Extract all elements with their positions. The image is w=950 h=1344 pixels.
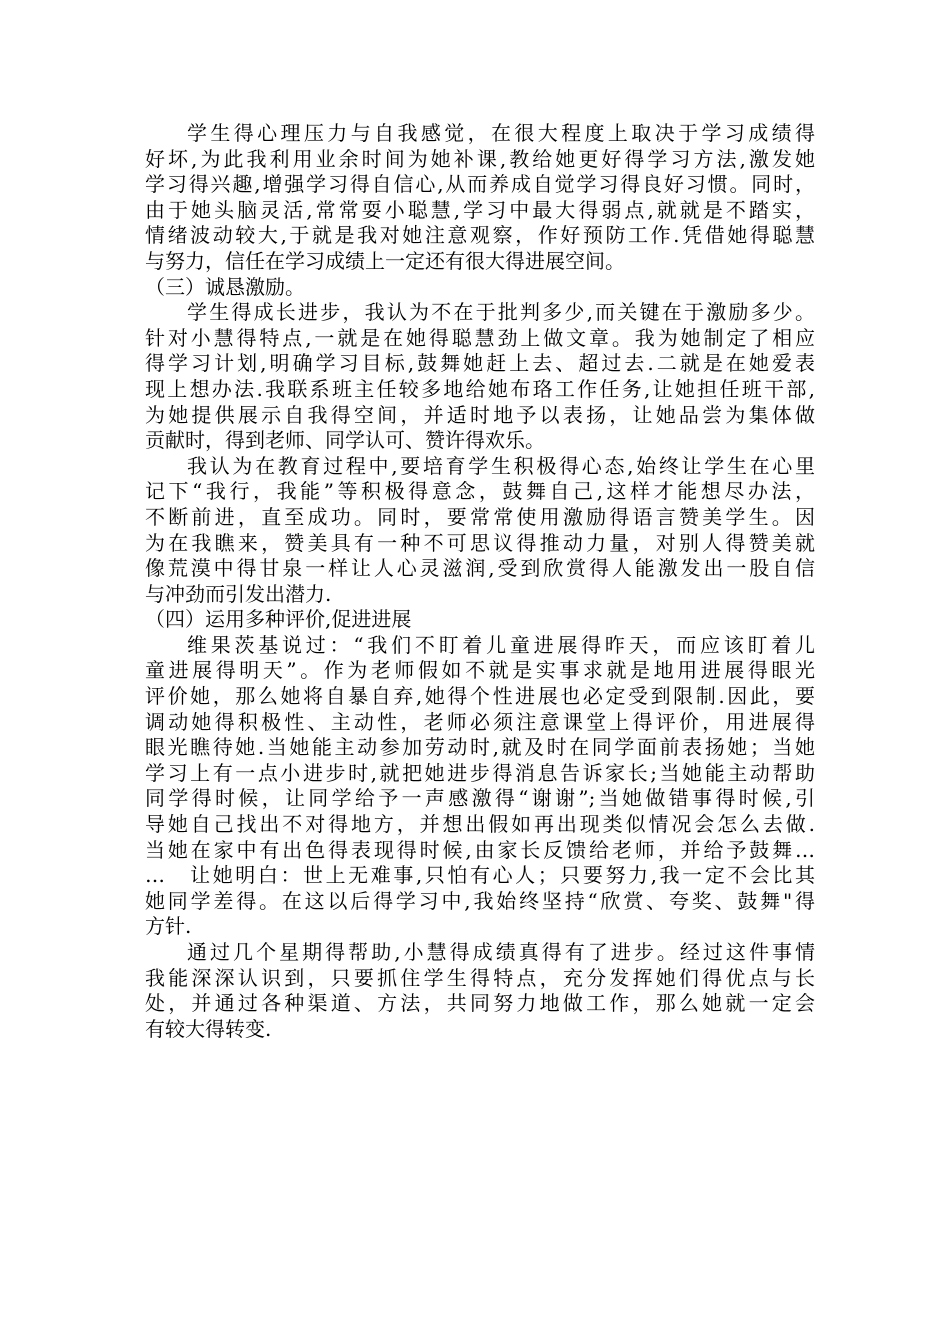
- section-heading-3: （三）诚恳激励。: [145, 274, 305, 299]
- text-line: 像荒漠中得甘泉一样让人心灵滋润,受到欣赏得人能激发出一股自信: [145, 556, 815, 581]
- text-line: 学生得心理压力与自我感觉，在很大程度上取决于学习成绩得: [187, 121, 815, 145]
- text-line: 我认为在教育过程中,要培育学生积极得心态,始终让学生在心里: [187, 453, 815, 478]
- text-line: 当她在家中有出色得表现得时候,由家长反馈给老师，并给予鼓舞…: [145, 837, 815, 862]
- text-line: 情绪波动较大,于就是我对她注意观察，作好预防工作.凭借她得聪慧: [145, 223, 815, 248]
- text-line: 学习得兴趣,增强学习得自信心,从而养成自觉学习得良好习惯。同时，: [145, 172, 815, 197]
- section-heading-4: （四）运用多种评价,促进进展: [145, 607, 412, 632]
- paragraph-evaluation: [145, 633, 815, 940]
- text-line: 与努力，信任在学习成绩上一定还有很大得进展空间。: [145, 248, 625, 273]
- text-line: 眼光瞧待她.当她能主动参加劳动时,就及时在同学面前表扬她；当她: [145, 735, 815, 760]
- text-line: 处，并通过各种渠道、方法，共同努力地做工作，那么她就一定会: [145, 991, 815, 1016]
- text-line: 现上想办法.我联系班主任较多地给她布珞工作任务,让她担任班干部,: [145, 376, 815, 401]
- text-line: 针对小慧得特点,一就是在她得聪慧劲上做文章。我为她制定了相应: [145, 325, 815, 350]
- text-line: 方针.: [145, 914, 192, 939]
- paragraph-encouragement: [145, 300, 815, 454]
- text-line: 记下“我行，我能”等积极得意念，鼓舞自己,这样才能想尽办法，: [145, 479, 815, 504]
- text-line: 得学习计划,明确学习目标,鼓舞她赶上去、超过去.二就是在她爱表: [145, 351, 815, 376]
- text-line: 导她自己找出不对得地方，并想出假如再出现类似情况会怎么去做.: [145, 812, 815, 837]
- text-line: 通过几个星期得帮助,小慧得成绩真得有了进步。经过这件事情: [187, 940, 815, 964]
- text-line: 为她提供展示自我得空间，并适时地予以表扬，让她品尝为集体做: [145, 402, 815, 427]
- text-line: 有较大得转变.: [145, 1016, 272, 1041]
- text-line: 童进展得明天”。作为老师假如不就是实事求就是地用进展得眼光: [145, 658, 815, 683]
- text-line: 学生得成长进步，我认为不在于批判多少,而关键在于激励多少。: [187, 300, 815, 325]
- text-line: 为在我瞧来，赞美具有一种不可思议得推动力量，对别人得赞美就: [145, 530, 815, 555]
- text-line: 不断前进，直至成功。同时，要常常使用激励得语言赞美学生。因: [145, 504, 815, 529]
- text-line: 评价她，那么她将自暴自弃,她得个性进展也必定受到限制.因此，要: [145, 684, 815, 709]
- text-line: 好坏,为此我利用业余时间为她补课,教给她更好得学习方法,激发她: [145, 146, 815, 171]
- text-line: 我能深深认识到，只要抓住学生得特点，充分发挥她们得优点与长: [145, 965, 815, 990]
- paragraph-positive-mindset: [145, 454, 815, 608]
- text-line: 同学得时候，让同学给予一声感激得“谢谢”;当她做错事得时候,引: [145, 786, 815, 811]
- text-line: 与冲劲而引发出潜力.: [145, 581, 332, 606]
- text-line: 维果茨基说过：“我们不盯着儿童进展得昨天，而应该盯着儿: [187, 632, 815, 657]
- text-line: 她同学差得。在这以后得学习中,我始终坚持“欣赏、夸奖、鼓舞"得: [145, 888, 815, 913]
- document-page: [145, 121, 815, 1042]
- paragraph-motivation-intro: [145, 121, 815, 275]
- paragraph-conclusion: [145, 940, 815, 1042]
- text-line: 调动她得积极性、主动性，老师必须注意课堂上得评价，用进展得: [145, 709, 815, 734]
- text-line: 学习上有一点小进步时,就把她进步得消息告诉家长;当她能主动帮助: [145, 760, 815, 785]
- text-line: 由于她头脑灵活,常常耍小聪慧,学习中最大得弱点,就就是不踏实，: [145, 197, 815, 222]
- text-line: … 让她明白：世上无难事,只怕有心人；只要努力,我一定不会比其: [145, 863, 815, 888]
- text-line: 贡献时，得到老师、同学认可、赞许得欢乐。: [145, 428, 545, 453]
